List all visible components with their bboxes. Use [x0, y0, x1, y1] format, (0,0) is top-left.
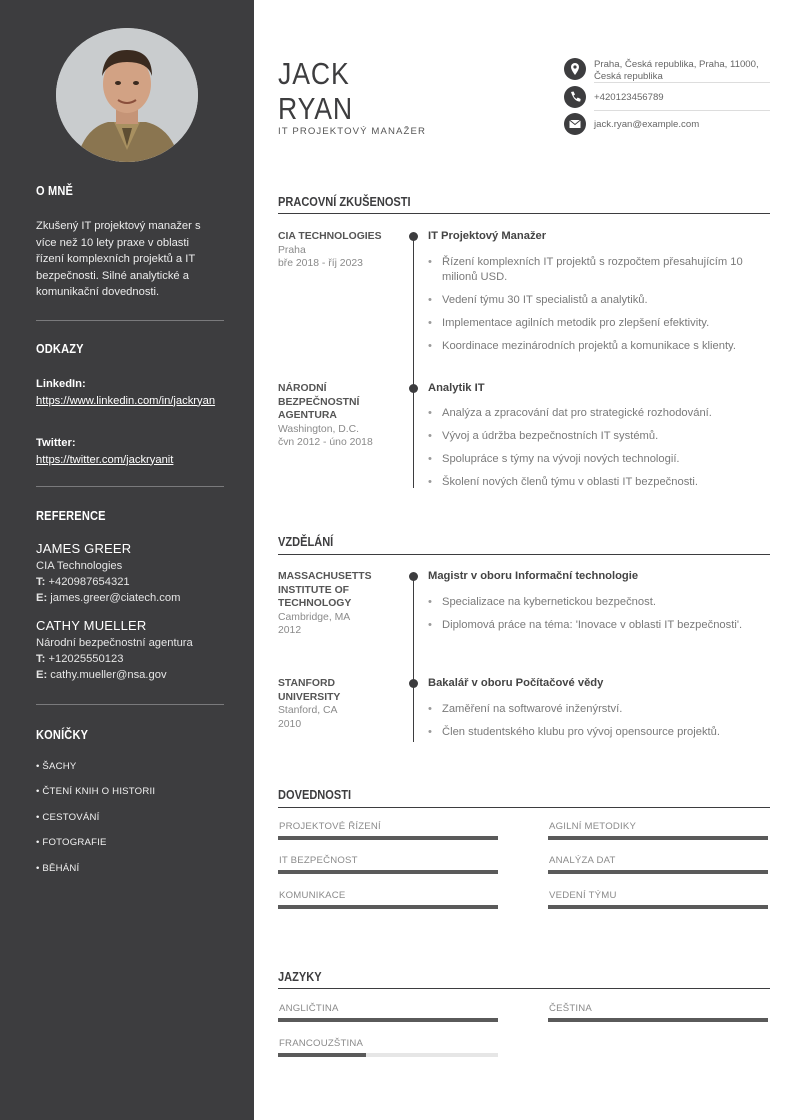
org-dates: 2012 [278, 625, 302, 636]
reference-phone [36, 651, 236, 667]
skill-bar [548, 870, 768, 874]
org-dates: čvn 2012 - úno 2018 [278, 437, 373, 448]
skill-label: VEDENÍ TÝMU [549, 890, 617, 901]
bullet-item: • Koordinace mezinárodních projektů a komunikace s klienty. [428, 339, 768, 354]
linkedin-link[interactable]: https://www.linkedin.com/in/jackryan [36, 394, 216, 407]
timeline-dot [409, 384, 418, 393]
org-name: MASSACHUSETTS INSTITUTE OF TECHNOLOGY [278, 571, 372, 609]
section-rule [278, 807, 770, 808]
skill-bar-fill [278, 870, 498, 874]
org-dates: 2010 [278, 718, 302, 730]
about-heading: O MNĚ [36, 183, 74, 198]
full-name [278, 56, 353, 126]
email-label: E: [36, 668, 48, 681]
hobby-item: • FOTOGRAFIE [36, 837, 107, 848]
org-location: Washington, D.C. [278, 423, 360, 435]
education-org-block [278, 677, 368, 731]
language-bar-fill [548, 1018, 768, 1022]
skill-bar-fill [278, 836, 498, 840]
bullet-item: • Školení nových členů týmu v oblasti IT bezpečnosti. [428, 475, 768, 490]
reference-item [36, 618, 236, 683]
timeline-dot [409, 232, 418, 241]
skill-item [278, 855, 498, 874]
reference-item [36, 541, 236, 606]
bullet-item: • Spolupráce s týmy na vývoji nových technologií. [428, 452, 768, 467]
bullet-item: • Vedení týmu 30 IT specialistů a analytiků. [428, 293, 768, 308]
bullet-item: • Člen studentského klubu pro vývoj opensource projektů. [428, 725, 768, 740]
degree-title: Magistr v oboru Informační technologie [428, 570, 639, 582]
bullet-item: • Analýza a zpracování dat pro strategické rozhodování. [428, 406, 768, 421]
skill-bar-fill [548, 836, 768, 840]
reference-name: JAMES GREER [36, 541, 132, 556]
email-text[interactable]: jack.ryan@example.com [594, 119, 700, 130]
sidebar [0, 0, 254, 1120]
hobby-item: • ŠACHY [36, 761, 77, 772]
org-location: Praha [278, 244, 306, 256]
timeline-line [413, 576, 414, 742]
bullet-item: • Vývoj a údržba bezpečnostních IT systémů. [428, 429, 768, 444]
email-icon [564, 113, 586, 135]
language-bar-fill [278, 1018, 498, 1022]
section-rule [278, 213, 770, 214]
divider [36, 486, 224, 487]
about-text: Zkušený IT projektový manažer s více než 10 lety praxe v oblasti řízení komplexních projektů a IT bezpečnosti. Silné analytické a komunikační dovednosti. [36, 220, 201, 298]
bullet-item: • Diplomová práce na téma: 'Inovace v oblasti IT bezpečnosti'. [428, 618, 768, 633]
language-bar [278, 1053, 498, 1057]
skill-label: AGILNÍ METODIKY [549, 821, 637, 832]
bullet-item: • Specializace na kybernetickou bezpečnost. [428, 595, 768, 610]
link-label: Twitter: [36, 437, 76, 449]
org-location: Stanford, CA [278, 705, 338, 716]
email-value: james.greer@ciatech.com [50, 591, 181, 604]
hobby-item: • BĚHÁNÍ [36, 863, 80, 874]
hobbies-heading: KONÍČKY [36, 727, 89, 742]
email-label: E: [36, 591, 48, 604]
degree-bullets [428, 595, 768, 641]
hobby-item: • ČTENÍ KNIH O HISTORII [36, 786, 156, 797]
divider [36, 320, 224, 321]
avatar [56, 28, 198, 162]
role-title: Analytik IT [428, 382, 485, 394]
phone-text: +420123456789 [594, 92, 664, 103]
language-bar [278, 1018, 498, 1022]
location-icon [564, 58, 586, 80]
degree-bullets [428, 702, 768, 748]
org-location: Cambridge, MA [278, 611, 351, 623]
skill-label: IT BEZPEČNOST [279, 855, 358, 866]
reference-heading: REFERENCE [36, 508, 106, 523]
experience-org-block [278, 382, 388, 450]
timeline-dot [409, 572, 418, 581]
skill-bar [548, 905, 768, 909]
skill-item [548, 855, 768, 874]
timeline-line [413, 236, 414, 488]
address-text: Praha, Česká republika, Praha, 11000, Česká republika [594, 59, 759, 82]
language-item [548, 1003, 768, 1022]
skills-heading: DOVEDNOSTI [278, 787, 352, 802]
skill-label: KOMUNIKACE [279, 890, 346, 901]
link-twitter [36, 435, 216, 468]
bullet-item: • Řízení komplexních IT projektů s rozpočtem přesahujícím 10 milionů USD. [428, 255, 768, 285]
links-heading: ODKAZY [36, 341, 84, 356]
org-name: STANFORD UNIVERSITY [278, 678, 341, 703]
divider [594, 110, 770, 111]
language-label: FRANCOUZŠTINA [279, 1038, 364, 1049]
reference-name: CATHY MUELLER [36, 618, 147, 633]
language-bar-fill [278, 1053, 366, 1057]
skill-label: PROJEKTOVÉ ŘÍZENÍ [279, 821, 381, 832]
reference-phone [36, 574, 236, 590]
skill-bar-fill [548, 870, 768, 874]
hobby-item: • CESTOVÁNÍ [36, 812, 100, 823]
phone-value: +12025550123 [48, 652, 124, 665]
language-label: ANGLIČTINA [279, 1003, 339, 1014]
skill-bar [278, 870, 498, 874]
divider [36, 704, 224, 705]
link-linkedin [36, 376, 216, 409]
last-name: RYAN [278, 91, 354, 126]
twitter-link[interactable]: https://twitter.com/jackryanit [36, 453, 174, 466]
divider [594, 82, 770, 83]
skill-item [548, 890, 768, 909]
reference-company: Národní bezpečnostní agentura [36, 636, 193, 649]
role-title: IT Projektový Manažer [428, 230, 547, 242]
language-label: ČEŠTINA [549, 1003, 592, 1014]
role-bullets [428, 406, 768, 498]
degree-title: Bakalář v oboru Počítačové vědy [428, 677, 604, 689]
skill-bar-fill [548, 905, 768, 909]
first-name: JACK [278, 56, 350, 91]
phone-icon [564, 86, 586, 108]
reference-email [36, 667, 236, 683]
org-dates: bře 2018 - říj 2023 [278, 258, 363, 269]
section-rule [278, 554, 770, 555]
phone-value: +420987654321 [48, 575, 130, 588]
skill-item [548, 821, 768, 840]
language-item [278, 1003, 498, 1022]
phone-label: T: [36, 652, 46, 665]
skill-bar-fill [278, 905, 498, 909]
bullet-item: • Implementace agilních metodik pro zlepšení efektivity. [428, 316, 768, 331]
education-org-block [278, 570, 388, 638]
job-title: IT PROJEKTOVÝ MANAŽER [278, 126, 427, 137]
education-heading: VZDĚLÁNÍ [278, 534, 334, 549]
link-label: LinkedIn: [36, 378, 86, 390]
skill-bar [278, 836, 498, 840]
org-name: NÁRODNÍ BEZPEČNOSTNÍ AGENTURA [278, 383, 360, 421]
bullet-item: • Zaměření na softwarové inženýrství. [428, 702, 768, 717]
skill-bar [548, 836, 768, 840]
timeline-dot [409, 679, 418, 688]
portrait-image [56, 28, 198, 162]
phone-label: T: [36, 575, 46, 588]
reference-company: CIA Technologies [36, 559, 123, 572]
skill-item [278, 890, 498, 909]
skill-bar [278, 905, 498, 909]
reference-email [36, 590, 236, 606]
experience-org-block [278, 230, 398, 271]
skill-item [278, 821, 498, 840]
experience-heading: PRACOVNÍ ZKUŠENOSTI [278, 194, 411, 209]
org-name: CIA TECHNOLOGIES [278, 231, 382, 242]
languages-heading: JAZYKY [278, 969, 322, 984]
language-item [278, 1038, 498, 1057]
skill-label: ANALÝZA DAT [549, 855, 616, 866]
role-bullets [428, 255, 768, 362]
section-rule [278, 988, 770, 989]
language-bar [548, 1018, 768, 1022]
email-value: cathy.mueller@nsa.gov [50, 668, 167, 681]
